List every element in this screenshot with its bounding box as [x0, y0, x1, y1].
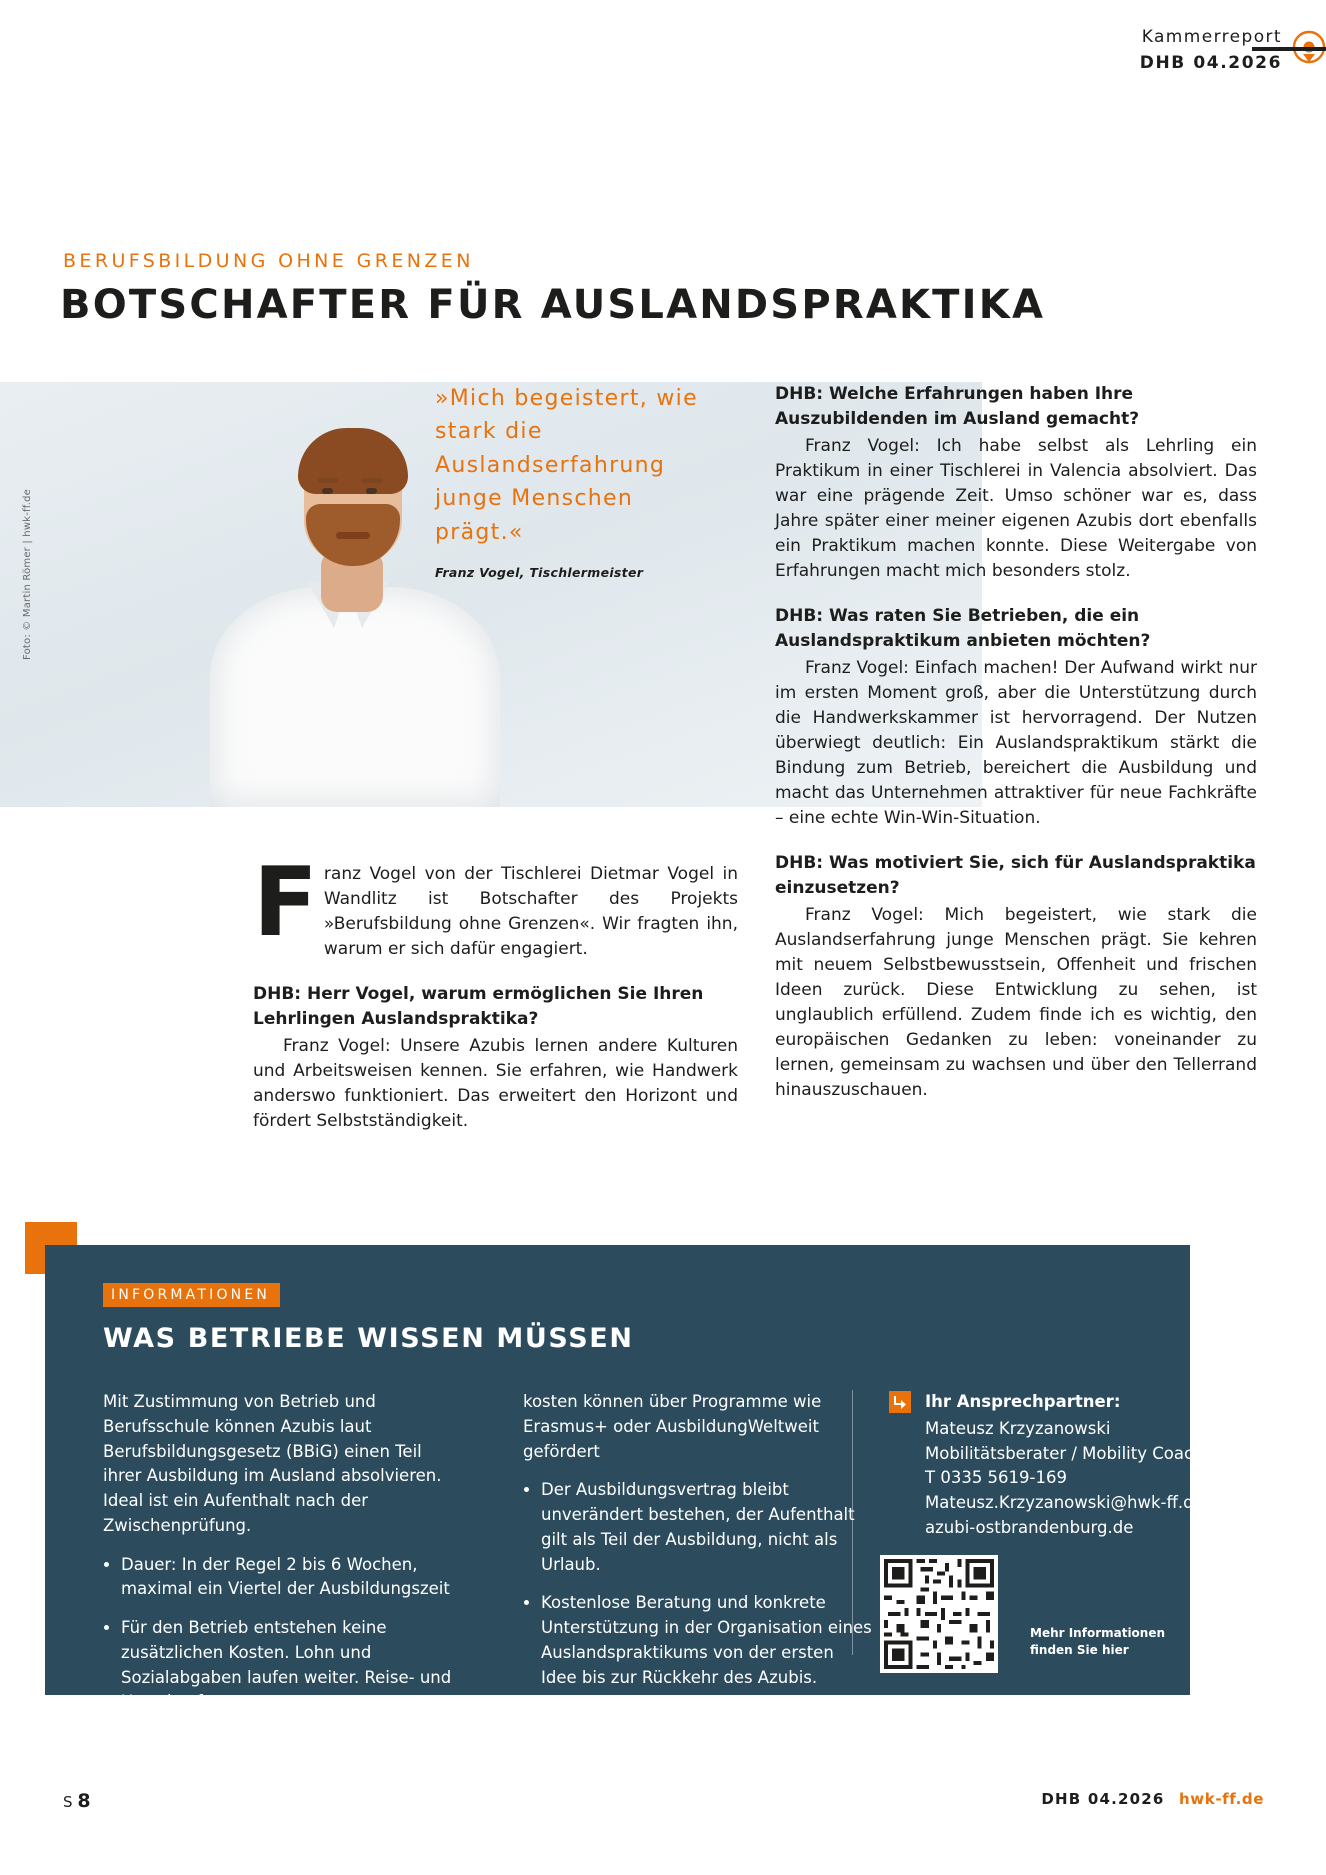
list-item: • Dauer: In der Regel 2 bis 6 Wochen, maximal ein Viertel der Ausbildungszeit [121, 1553, 453, 1603]
list-item: • Für den Betrieb entstehen keine zusätzlichen Kosten. Lohn und Sozialabgaben laufen weiter. Reise- und Unterkunfts- [121, 1616, 453, 1715]
answer-4: Franz Vogel: Mich begeistert, wie stark die Auslandserfahrung junge Menschen prägt. Sie kehren mit neuem Selbstbewusstsein, Offenheit und frischen Ideen zurück. Diese Entwicklung zu sehen, ist unglaublich erfüllend. Zudem finde ich es wichtig, den europäischen Gedanken zu leben: voneinander zu lernen, gemeinsam zu wachsen und über den Tellerrand hinauszuschauen. [775, 904, 1257, 1100]
info-box-divider [852, 1390, 853, 1655]
info-col2-continuation: kosten können über Programme wie Erasmus+ oder AusbildungWeltweit gefördert [523, 1392, 822, 1461]
contact-heading: Ihr Ansprechpartner: [925, 1392, 1121, 1411]
qr-caption-line-1: Mehr Informationen [1030, 1626, 1166, 1640]
intro-paragraph [253, 848, 738, 962]
footer-page-prefix: S [63, 1793, 73, 1811]
qr-code-icon[interactable] [880, 1555, 998, 1673]
contact-phone[interactable]: T 0335 5619-169 [925, 1468, 1067, 1488]
intro-text: ranz Vogel von der Tischlerei Dietmar Vogel in Wandlitz ist Botschafter des Projekts »Berufsbildung ohne Grenzen«. Wir fragten ihn, warum er sich dafür engagiert. [323, 864, 738, 959]
question-1: DHB: Herr Vogel, warum ermöglichen Sie Ihren Lehrlingen Auslandspraktika? [253, 983, 704, 1029]
info-box [45, 1245, 1204, 1712]
footer-website[interactable]: hwk-ff.de [1179, 1790, 1264, 1808]
header-rule [1252, 47, 1326, 51]
page-title: BOTSCHAFTER FÜR AUSLANDSPRAKTIKA [60, 282, 1046, 328]
list-item: • Der Ausbildungsvertrag bleibt unverändert bestehen, der Aufenthalt gilt als Teil der Ausbildung, nicht als Urlaub. [541, 1478, 873, 1577]
info-column-2 [523, 1390, 873, 1704]
answer-2: Franz Vogel: Ich habe selbst als Lehrling ein Praktikum in einer Tischlerei in Valencia absolviert. Das war eine prägende Zeit. Umso schöner war es, dass Jahre später einer meiner eigenen Azubis dort ebenfalls ein Praktikum machen konnte. Diese Weitergabe von Erfahrungen macht mich besonders stolz. [775, 435, 1257, 581]
header-issue-label: DHB 04.2026 [1139, 52, 1282, 73]
pull-quote: »Mich begeistert, wie stark die Auslandserfahrung junge Menschen prägt.« [435, 386, 698, 545]
answer-1: Franz Vogel: Unsere Azubis lernen andere Kulturen und Arbeitsweisen kennen. Sie erfahren, wie Handwerk anderswo funktioniert. Das erweitert den Horizont und fördert Selbstständigkeit. [253, 1035, 738, 1131]
info-bullets-col2 [523, 1478, 873, 1690]
contact-role: Mobilitätsberater / Mobility Coach [925, 1443, 1204, 1463]
info-intro-text: Mit Zustimmung von Betrieb und Berufsschule können Azubis laut Berufsbildungsgesetz (BBiG) einen Teil ihrer Ausbildung im Ausland absolvieren. Ideal ist ein Aufenthalt nach der Zwischenprüfung. [103, 1392, 442, 1535]
info-box-tag: INFORMATIONEN [103, 1283, 280, 1307]
arrow-down-right-icon [889, 1391, 911, 1413]
contact-website[interactable]: azubi-ostbrandenburg.de [925, 1517, 1134, 1537]
list-item: • Kostenlose Beratung und konkrete Unterstützung in der Organisation eines Auslandspraktikums von der ersten Idee bis zur Rückkehr des Azubis. [541, 1591, 873, 1690]
drop-cap: F [253, 848, 318, 958]
footer-right [1041, 1790, 1264, 1808]
contact-name: Mateusz Krzyzanowski [925, 1418, 1111, 1438]
body-column-left [253, 848, 738, 1134]
footer-page-number [63, 1790, 91, 1812]
question-2: DHB: Welche Erfahrungen haben Ihre Auszubildenden im Ausland gemacht? [775, 384, 1140, 429]
location-pin-icon [1292, 30, 1326, 72]
qr-caption-line-2: finden Sie hier [1030, 1643, 1129, 1658]
info-column-3-contact [925, 1390, 1235, 1541]
footer-issue: DHB 04.2026 [1041, 1790, 1165, 1808]
contact-email[interactable]: Mateusz.Krzyzanowski@hwk-ff.de [925, 1493, 1204, 1512]
body-column-right [775, 382, 1257, 1103]
article-kicker: BERUFSBILDUNG OHNE GRENZEN [63, 250, 474, 272]
info-column-1 [103, 1390, 453, 1729]
question-4: DHB: Was motiviert Sie, sich für Auslandspraktika einzusetzen? [775, 852, 1256, 898]
qr-caption [1030, 1625, 1165, 1660]
header-kammerreport-label: Kammerreport [1141, 27, 1282, 47]
info-box-title: WAS BETRIEBE WISSEN MÜSSEN [103, 1323, 634, 1354]
question-3: DHB: Was raten Sie Betrieben, die ein Auslandspraktikum anbieten möchten? [775, 605, 1151, 651]
pull-quote-attribution: Franz Vogel, Tischlermeister [435, 565, 644, 580]
footer-page-value: 8 [77, 1790, 91, 1812]
answer-3: Franz Vogel: Einfach machen! Der Aufwand wirkt nur im ersten Moment groß, aber die Unterstützung durch die Handwerkskammer ist hervorragend. Der Nutzen überwiegt deutlich: Ein Auslandspraktikum stärkt die Bindung zum Betrieb, bereichert die Ausbildung und macht das Unternehmen attraktiver für neue Fachkräfte – eine echte Win-Win-Situation. [775, 657, 1257, 828]
photo-credit: Foto: © Martin Römer | hwk-ff.de [22, 488, 33, 660]
info-bullets-col1 [103, 1553, 453, 1716]
